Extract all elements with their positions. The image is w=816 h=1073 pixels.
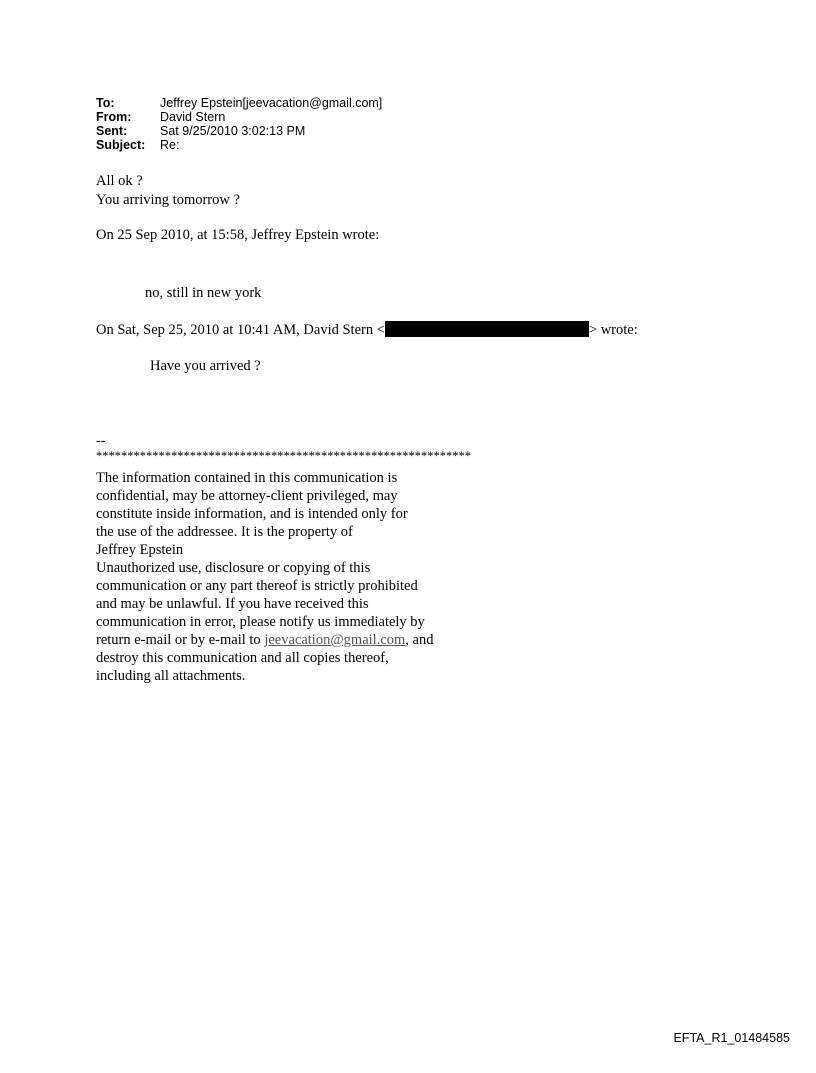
- quote1-header: On 25 Sep 2010, at 15:58, Jeffrey Epstein wrote:: [96, 227, 380, 243]
- email-header: [96, 96, 382, 152]
- subject-row: [96, 138, 382, 152]
- to-label: To:: [96, 96, 115, 110]
- message-line-1: All ok ?: [96, 173, 143, 189]
- to-row: [96, 96, 382, 110]
- disclaimer-line: communication in error, please notify us immediately by: [96, 614, 425, 630]
- subject-value: Re:: [160, 138, 180, 152]
- quote2-header-after: > wrote:: [588, 322, 638, 338]
- disclaimer-line: including all attachments.: [96, 668, 246, 684]
- redaction-block: [385, 321, 589, 337]
- from-value: David Stern: [160, 110, 226, 124]
- quote1-body: no, still in new york: [145, 285, 262, 301]
- sent-row: [96, 124, 382, 138]
- quote2-body: Have you arrived ?: [150, 358, 261, 374]
- disclaimer-line: and may be unlawful. If you have received this: [96, 596, 369, 612]
- disclaimer-line: Unauthorized use, disclosure or copying of this: [96, 560, 371, 576]
- from-row: [96, 110, 382, 124]
- subject-label: Subject:: [96, 138, 146, 152]
- disclaimer-line: confidential, may be attorney-client privileged, may: [96, 488, 398, 504]
- signature-stars: ************************************************************: [96, 449, 471, 463]
- disclaimer-line: destroy this communication and all copies thereof,: [96, 650, 389, 666]
- quote2-header: [96, 321, 638, 339]
- disclaimer-line: the use of the addressee. It is the property of: [96, 524, 353, 540]
- quote2-header-before: On Sat, Sep 25, 2010 at 10:41 AM, David Stern <: [96, 322, 385, 338]
- to-value: Jeffrey Epstein[jeevacation@gmail.com]: [160, 96, 383, 110]
- disclaimer-line-after-link: , and: [405, 632, 434, 648]
- disclaimer: [96, 469, 433, 685]
- disclaimer-line: communication or any part thereof is strictly prohibited: [96, 578, 418, 594]
- sent-label: Sent:: [96, 124, 128, 138]
- disclaimer-line: Jeffrey Epstein: [96, 542, 184, 558]
- disclaimer-line: [96, 631, 433, 649]
- sent-value: Sat 9/25/2010 3:02:13 PM: [160, 124, 306, 138]
- signature-dashes: --: [96, 433, 106, 449]
- from-label: From:: [96, 110, 132, 124]
- message-line-2: You arriving tomorrow ?: [96, 192, 240, 208]
- document-id: EFTA_R1_01484585: [673, 1031, 790, 1045]
- email-link[interactable]: jeevacation@gmail.com: [264, 632, 406, 648]
- disclaimer-line: The information contained in this communication is: [96, 470, 398, 486]
- disclaimer-line: constitute inside information, and is intended only for: [96, 506, 408, 522]
- disclaimer-line-before-link: return e-mail or by e-mail to: [96, 632, 265, 648]
